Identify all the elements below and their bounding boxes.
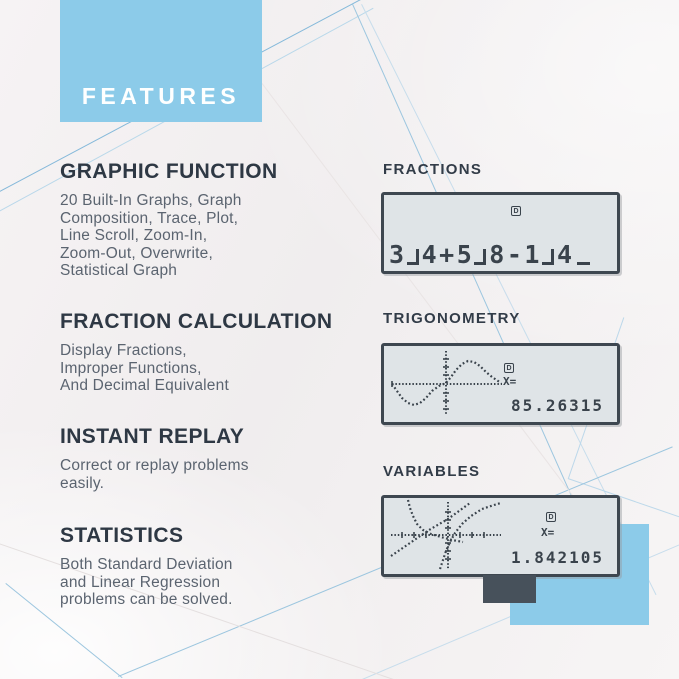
heading-trigonometry: TRIGONOMETRY	[383, 310, 521, 327]
lcd-indicator-badge: D	[546, 512, 556, 522]
readout-label: X=	[541, 526, 555, 539]
section-heading: FRACTION CALCULATION	[60, 310, 333, 333]
section-statistics	[60, 524, 360, 609]
section-graphic-function	[60, 160, 360, 280]
body-line: 20 Built-In Graphs, Graph	[60, 192, 242, 209]
section-instant-replay	[60, 425, 360, 492]
section-body	[60, 342, 360, 395]
heading-fractions: FRACTIONS	[383, 161, 483, 178]
lcd-digit: 4	[556, 240, 575, 269]
body-line: Statistical Graph	[60, 262, 178, 279]
section-heading: GRAPHIC FUNCTION	[60, 160, 278, 183]
lcd-digit: +	[439, 240, 457, 269]
lcd-indicator-badge: D	[511, 206, 521, 216]
lcd-display-variables	[381, 495, 620, 577]
readout-value: 85.26315	[510, 396, 604, 415]
fraction-expression	[389, 242, 590, 267]
section-fraction-calculation	[60, 310, 360, 395]
body-line: problems can be solved.	[60, 591, 233, 608]
lcd-digit: 5	[456, 240, 475, 269]
body-line: Both Standard Deviation	[60, 556, 233, 573]
body-line: Improper Functions,	[60, 359, 202, 377]
section-heading: STATISTICS	[60, 524, 184, 547]
features-banner-label: FEATURES	[81, 83, 241, 109]
lcd-digit: 8	[489, 240, 507, 269]
body-line: Line Scroll, Zoom-In,	[60, 227, 208, 244]
lcd-digit: 3	[389, 240, 407, 269]
body-line: Zoom-Out, Overwrite,	[60, 244, 213, 262]
entry-cursor	[577, 258, 590, 265]
section-heading: INSTANT REPLAY	[60, 425, 245, 448]
features-banner	[60, 0, 262, 122]
section-body	[60, 457, 360, 492]
fraction-separator-mark	[474, 249, 486, 265]
body-line: Correct or replay problems	[60, 457, 249, 474]
lcd-digit: 4	[421, 240, 440, 269]
body-line: And Decimal Equivalent	[60, 377, 229, 394]
lcd-digit: -	[506, 240, 525, 269]
body-line: and Linear Regression	[60, 573, 221, 591]
lcd-digit: 1	[524, 240, 542, 269]
readout-label: X=	[503, 375, 517, 388]
lcd-display-fractions	[381, 192, 620, 274]
body-line: Display Fractions,	[60, 342, 187, 359]
lcd-display-trigonometry	[381, 343, 620, 425]
section-body	[60, 192, 360, 280]
lcd-indicator-badge: D	[504, 363, 514, 373]
fraction-separator-mark	[542, 249, 554, 265]
readout-value: 1.842105	[510, 548, 604, 567]
fraction-separator-mark	[407, 249, 419, 265]
calculator-stand	[483, 575, 536, 603]
body-line: easily.	[60, 474, 105, 492]
body-line: Composition, Trace, Plot,	[60, 209, 239, 227]
heading-variables: VARIABLES	[383, 463, 481, 480]
section-body	[60, 556, 360, 609]
